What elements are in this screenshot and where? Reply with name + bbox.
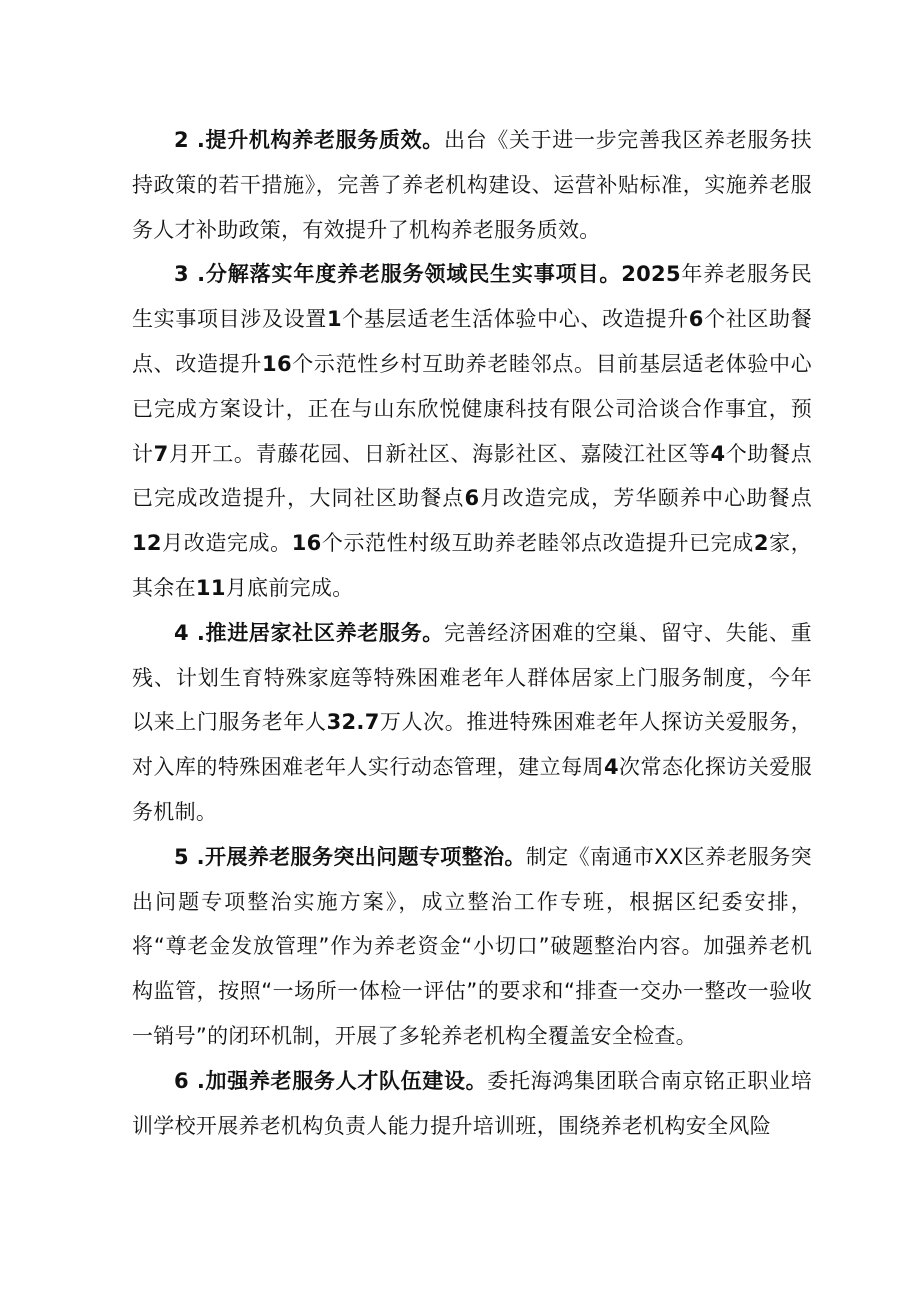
figure-number: 7 bbox=[153, 441, 169, 466]
paragraph-4-heading: 4 .推进居家社区养老服务。 bbox=[174, 620, 444, 645]
paragraph-3 bbox=[132, 252, 812, 610]
document-page bbox=[132, 118, 812, 1148]
paragraph-5-heading: 5 .开展养老服务突出问题专项整治。 bbox=[174, 844, 526, 869]
paragraph-2 bbox=[132, 118, 812, 252]
figure-number: 6 bbox=[464, 486, 480, 511]
paragraph-5 bbox=[132, 835, 812, 1059]
figure-number: 4 bbox=[710, 441, 726, 466]
paragraph-6-heading: 6 .加强养老服务人才队伍建设。 bbox=[174, 1068, 488, 1093]
paragraph-5-body: 制定《南通市XX区养老服务突出问题专项整治实施方案》，成立整治工作专班，根据区纪委安排，将“尊老金发放管理”作为养老资金“小切口”破题整治内容。加强养老机构监管，按照“一场所一体检一评估”的要求和“排查一交办一整改一验收一销号”的闭环机制，开展了多轮养老机构全覆盖安全检查。 bbox=[132, 844, 812, 1048]
paragraph-6-body: 委托海鸿集团联合南京铭正职业培训学校开展养老机构负责人能力提升培训班，围绕养老机构安全风险 bbox=[132, 1068, 813, 1138]
figure-number: 4 bbox=[603, 755, 619, 780]
figure-number: 6 bbox=[688, 307, 704, 332]
figure-number: 16 bbox=[291, 531, 322, 556]
figure-number: 32.7 bbox=[326, 710, 380, 735]
paragraph-3-body: 2025年养老服务民生实事项目涉及设置1个基层适老生活体验中心、改造提升6个社区助餐点、改造提升16个示范性乡村互助养老睦邻点。目前基层适老体验中心已完成方案设计，正在与山东欣悦健康科技有限公司洽谈合作事宜，预计7月开工。青藤花园、日新社区、海影社区、嘉陵江社区等4个助餐点已完成改造提升，大同社区助餐点6月改造完成，芳华颐养中心助餐点12月改造完成。16个示范性村级互助养老睦邻点改造提升已完成2家，其余在11月底前完成。 bbox=[132, 262, 813, 600]
figure-number: 1 bbox=[326, 307, 342, 332]
figure-number: 12 bbox=[132, 531, 162, 556]
figure-number: 16 bbox=[262, 351, 292, 376]
paragraph-2-body: 出台《关于进一步完善我区养老服务扶持政策的若干措施》，完善了养老机构建设、运营补贴标准，实施养老服务人才补助政策，有效提升了机构养老服务质效。 bbox=[132, 128, 812, 242]
figure-number: 11 bbox=[195, 575, 226, 600]
figure-number: 2025 bbox=[621, 262, 681, 287]
paragraph-3-heading: 3 .分解落实年度养老服务领域民生实事项目。 bbox=[174, 262, 622, 287]
paragraph-4-body: 完善经济困难的空巢、留守、失能、重残、计划生育特殊家庭等特殊困难老年人群体居家上门服务制度，今年以来上门服务老年人32.7万人次。推进特殊困难老年人探访关爱服务，对入库的特殊困难老年人实行动态管理，建立每周4次常态化探访关爱服务机制。 bbox=[132, 620, 813, 824]
figure-number: 2 bbox=[753, 531, 769, 556]
paragraph-6 bbox=[132, 1059, 812, 1149]
paragraph-4 bbox=[132, 611, 812, 835]
paragraph-2-heading: 2 .提升机构养老服务质效。 bbox=[174, 128, 444, 152]
